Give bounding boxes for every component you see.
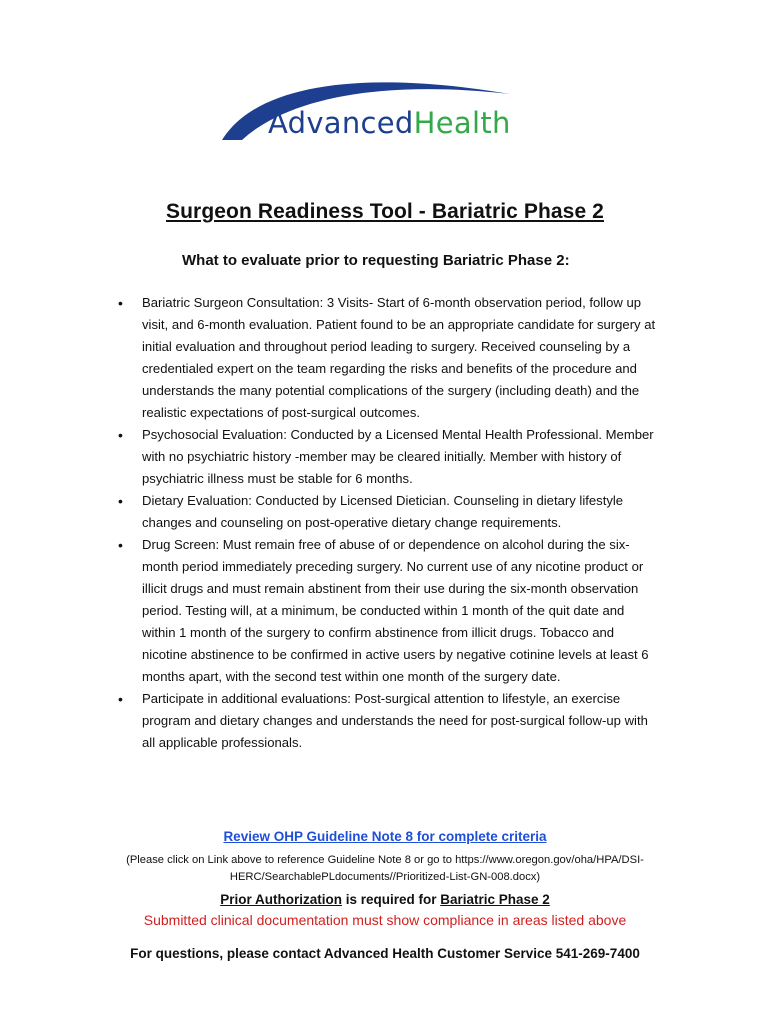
contact-info: For questions, please contact Advanced Health Customer Service 541-269-7400 (130, 946, 640, 961)
logo-text-health: Health (413, 106, 511, 140)
compliance-warning: Submitted clinical documentation must show compliance in areas listed above (143, 912, 627, 928)
list-item: • Dietary Evaluation: Conducted by Licensed Dietician. Counseling in dietary lifestyle changes and counseling on post-operative dietary change requirements. (118, 490, 658, 534)
list-item: • Bariatric Surgeon Consultation: 3 Visits- Start of 6-month observation period, follow up visit, and 6-month evaluation. Patient found to be an appropriate candidate for surgery at initial evaluation and throughout period leading to surgery. Received counseling by a credentialed expert on the team regarding the risks and benefits of the procedure and understands the many potential complications of the surgery (including death) and the realistic expectations of post-surgical outcomes. (118, 292, 658, 424)
prior-auth-phase: Bariatric Phase 2 (440, 892, 550, 907)
prior-auth-middle: is required for (341, 892, 441, 907)
guideline-note: (Please click on Link above to reference Guideline Note 8 or go to https://www.oregon.gov/oha/HPA/DSI-HERC/SearchablePLdocuments//Prioritized-List-GN-008.docx) (126, 854, 644, 883)
logo-wordmark (268, 106, 511, 140)
guideline-link[interactable]: Review OHP Guideline Note 8 for complete criteria (223, 829, 547, 844)
list-item: • Participate in additional evaluations: Post-surgical attention to lifestyle, an exercise program and dietary changes and understands the need for post-surgical follow-up with all applicable professionals. (118, 688, 658, 754)
evaluation-list (118, 292, 658, 754)
list-item: • Psychosocial Evaluation: Conducted by a Licensed Mental Health Professional. Member with no psychiatric history -member may be cleared initially. Member with history of psychiatric illness must be stable for 6 months. (118, 424, 658, 490)
list-item: • Drug Screen: Must remain free of abuse of or dependence on alcohol during the six-month period immediately preceding surgery. No current use of any nicotine product or illicit drugs and must remain abstinent from their use during the six-month observation period. Testing will, at a minimum, be conducted within 1 month of the quit date and within 1 month of the surgery to confirm abstinence from illicit drugs. Tobacco and nicotine abstinence to be confirmed in active users by negative cotinine levels at least 6 months apart, with the second test within one month of the surgery date. (118, 534, 658, 688)
prior-auth-label: Prior Authorization (220, 892, 342, 907)
page-title: Surgeon Readiness Tool - Bariatric Phase 2 (166, 200, 604, 223)
logo-text-advanced: Advanced (268, 106, 414, 140)
prior-auth-line (0, 892, 770, 907)
advanced-health-logo (218, 76, 538, 148)
section-subtitle: What to evaluate prior to requesting Bariatric Phase 2: (182, 252, 570, 269)
